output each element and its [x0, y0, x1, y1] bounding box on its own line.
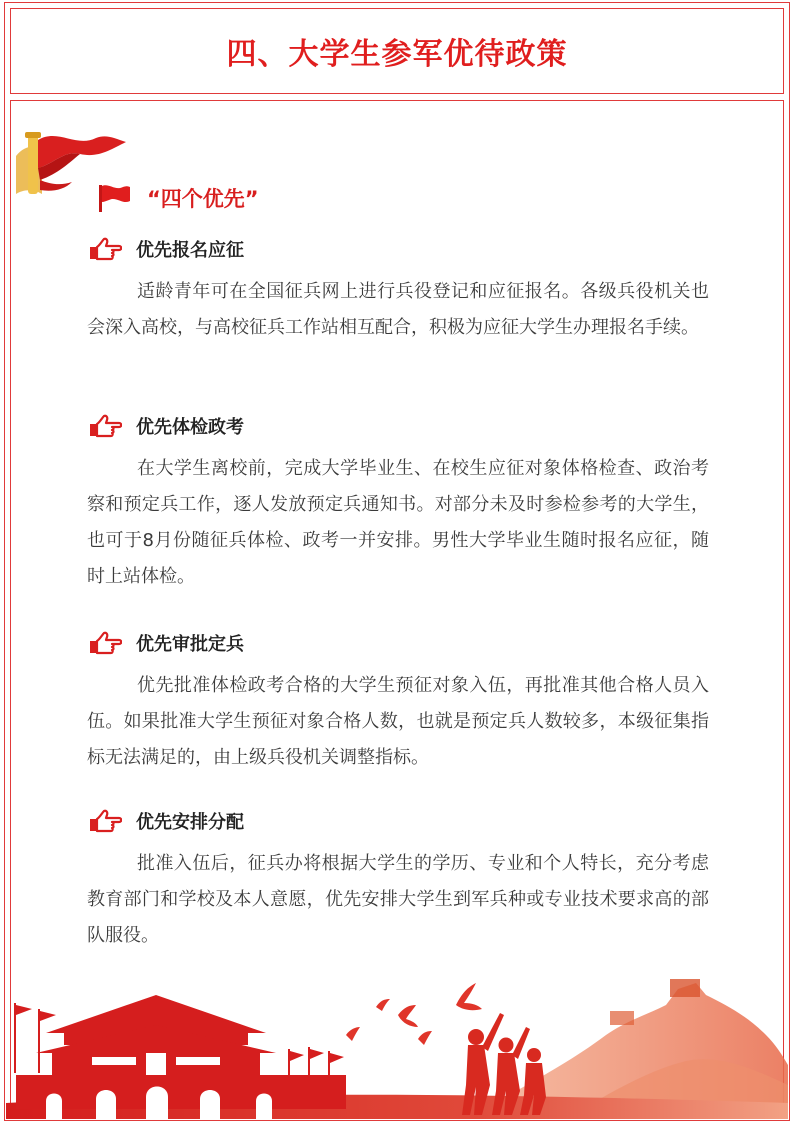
pointing-hand-icon: [88, 414, 122, 438]
pointing-hand-icon: [88, 631, 122, 655]
page-title: 四、大学生参军优待政策: [226, 37, 568, 72]
pointing-hand-icon: [88, 237, 122, 261]
item-body: 在大学生离校前，完成大学毕业生、在校生应征对象体格检查、政治考察和预定兵工作，逐人发放预定兵通知书。对部分未及时参检参考的大学生，也可于8月份随征兵体检、政考一并安排。男性大学毕业生随时报名应征，随时上站体检。: [87, 458, 709, 587]
item-heading-text: 优先安排分配: [136, 812, 244, 833]
item-heading-3: [88, 629, 244, 657]
item-heading-2: [88, 412, 244, 440]
item-body: 优先批准体检政考合格的大学生预征对象入伍，再批准其他合格人员入伍。如果批准大学生预征对象合格人数，也就是预定兵人数较多，本级征集指标无法满足的，由上级兵役机关调整指标。: [87, 675, 709, 768]
section-heading-text: “四个优先”: [147, 187, 259, 211]
title-frame: [10, 8, 784, 94]
item-heading-4: [88, 807, 244, 835]
section-heading: [97, 182, 259, 214]
item-heading-text: 优先报名应征: [136, 240, 244, 261]
item-heading-text: 优先体检政考: [136, 417, 244, 438]
item-heading-1: [88, 235, 244, 263]
item-body: 适龄青年可在全国征兵网上进行兵役登记和应征报名。各级兵役机关也会深入高校，与高校征兵工作站相互配合，积极为应征大学生办理报名手续。: [87, 281, 709, 338]
pointing-hand-icon: [88, 809, 122, 833]
item-body: 批准入伍后，征兵办将根据大学生的学历、专业和个人特长，充分考虑教育部门和学校及本人意愿，优先安排大学生到军兵种或专业技术要求高的部队服役。: [87, 853, 709, 946]
item-heading-text: 优先审批定兵: [136, 634, 244, 655]
red-flag-icon: [97, 183, 131, 213]
footer-decoration-icon: [6, 975, 788, 1119]
